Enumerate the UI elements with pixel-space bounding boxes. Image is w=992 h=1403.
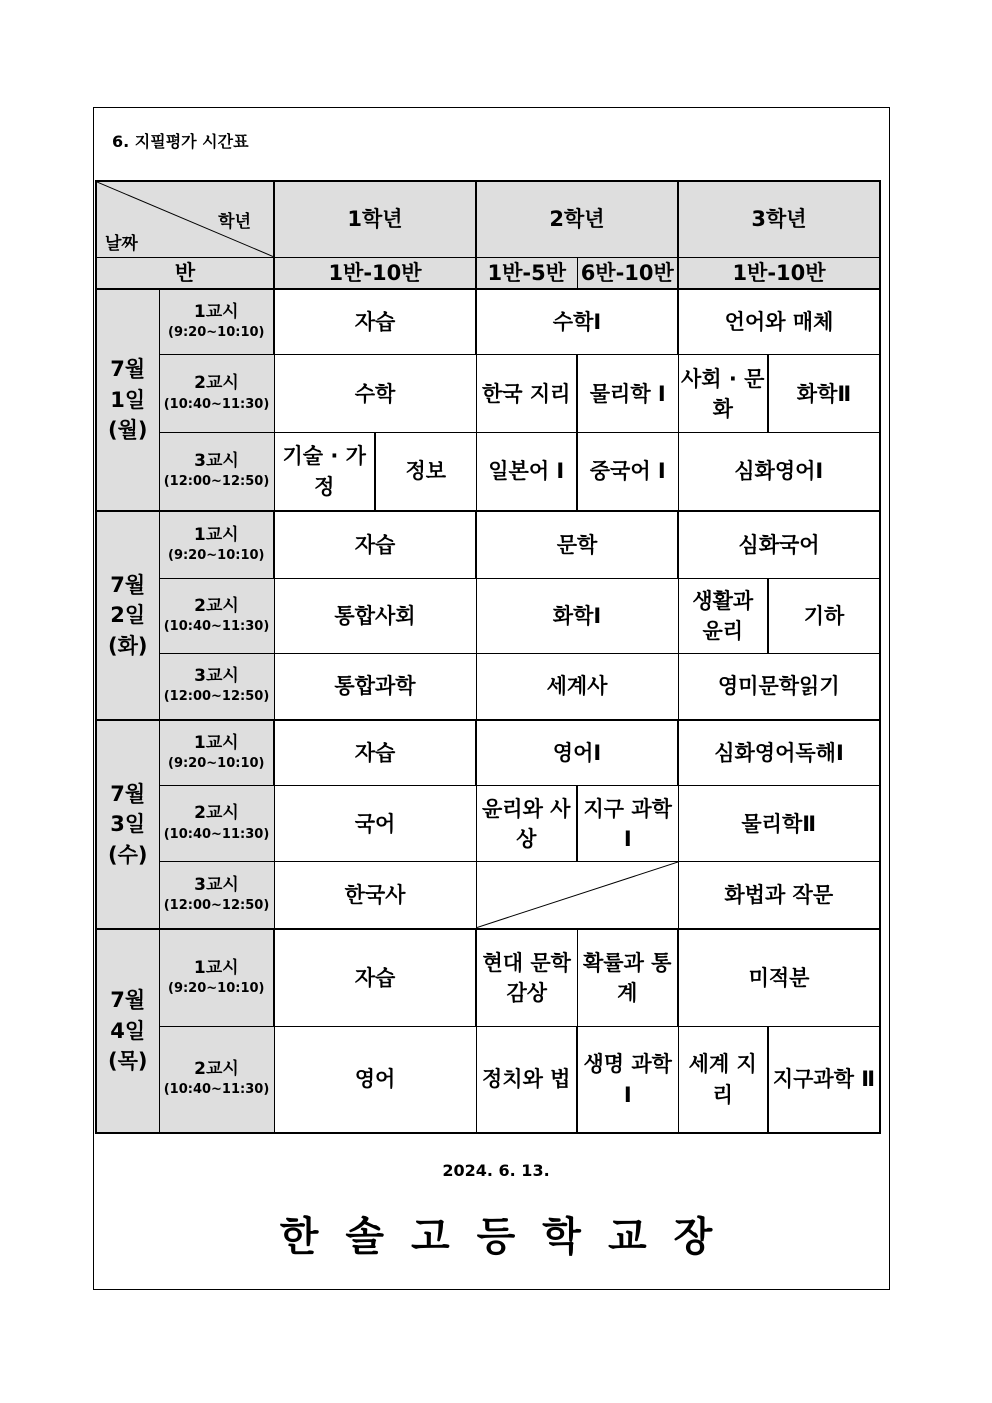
exam-subject: 심화영어독해Ⅰ: [678, 720, 880, 786]
school-principal-signature: 한솔고등학교장: [279, 1214, 740, 1260]
no-exam-cell: [476, 862, 678, 929]
date-axis-label: 날짜: [105, 233, 138, 254]
period-cell: 3교시 (12:00~12:50): [159, 433, 274, 511]
exam-subject: 중국어 Ⅰ: [577, 433, 678, 511]
date-cell-day1: 7월 1일 (월): [96, 289, 159, 511]
exam-subject: 일본어 Ⅰ: [476, 433, 577, 511]
grade-1-header: 1학년: [274, 181, 476, 257]
exam-subject: 미적분: [678, 929, 880, 1027]
corner-header: [96, 181, 274, 257]
exam-subject: 수학Ⅰ: [476, 289, 678, 355]
grade-3-header: 3학년: [678, 181, 880, 257]
exam-subject: 심화국어: [678, 511, 880, 579]
exam-subject: 영어: [274, 1027, 476, 1133]
exam-subject: 영미문학읽기: [678, 654, 880, 720]
exam-subject: 한국사: [274, 862, 476, 929]
exam-subject: 한국 지리: [476, 355, 577, 433]
period-cell: 1교시 (9:20~10:10): [159, 511, 274, 579]
exam-subject: 사회 · 문화: [678, 355, 768, 433]
exam-subject: 자습: [274, 720, 476, 786]
date-cell-day4: 7월 4일 (목): [96, 929, 159, 1133]
exam-subject: 지구 과학Ⅰ: [577, 786, 678, 862]
period-cell: 1교시 (9:20~10:10): [159, 720, 274, 786]
exam-subject: 기하: [768, 579, 880, 654]
exam-subject: 통합과학: [274, 654, 476, 720]
exam-subject: 세계 지리: [678, 1027, 768, 1133]
date-cell-day2: 7월 2일 (화): [96, 511, 159, 720]
grade-axis-label: 학년: [218, 212, 251, 232]
exam-subject: 윤리와 사상: [476, 786, 577, 862]
no-exam-diagonal: [477, 862, 678, 928]
exam-subject: 영어Ⅰ: [476, 720, 678, 786]
grade-1-ban: 1반-10반: [274, 257, 476, 289]
exam-subject: 생명 과학Ⅰ: [577, 1027, 678, 1133]
exam-subject: 화법과 작문: [678, 862, 880, 929]
exam-timetable: [95, 180, 881, 1134]
exam-subject: 지구과학 Ⅱ: [768, 1027, 880, 1133]
grade-2-ban-a: 1반-5반: [476, 257, 577, 289]
exam-subject: 기술 · 가정: [274, 433, 375, 511]
exam-subject: 세계사: [476, 654, 678, 720]
period-cell: 1교시 (9:20~10:10): [159, 289, 274, 355]
period-cell: 2교시 (10:40~11:30): [159, 355, 274, 433]
period-cell: 1교시 (9:20~10:10): [159, 929, 274, 1027]
exam-subject: 언어와 매체: [678, 289, 880, 355]
exam-subject: 화학Ⅱ: [768, 355, 880, 433]
date-cell-day3: 7월 3일 (수): [96, 720, 159, 929]
exam-subject: 물리학 Ⅰ: [577, 355, 678, 433]
grade-3-ban: 1반-10반: [678, 257, 880, 289]
exam-subject: 국어: [274, 786, 476, 862]
exam-subject: 확률과 통계: [577, 929, 678, 1027]
period-cell: 3교시 (12:00~12:50): [159, 862, 274, 929]
exam-subject: 수학: [274, 355, 476, 433]
exam-subject: 자습: [274, 289, 476, 355]
grade-2-header: 2학년: [476, 181, 678, 257]
issue-date: 2024. 6. 13.: [442, 1161, 550, 1180]
exam-subject: 정치와 법: [476, 1027, 577, 1133]
exam-subject: 심화영어Ⅰ: [678, 433, 880, 511]
exam-subject: 통합사회: [274, 579, 476, 654]
exam-subject: 물리학Ⅱ: [678, 786, 880, 862]
exam-subject: 정보: [375, 433, 476, 511]
period-cell: 2교시 (10:40~11:30): [159, 786, 274, 862]
exam-subject: 문학: [476, 511, 678, 579]
grade-2-ban-b: 6반-10반: [577, 257, 678, 289]
exam-subject: 생활과 윤리: [678, 579, 768, 654]
exam-subject: 자습: [274, 929, 476, 1027]
exam-subject: 현대 문학 감상: [476, 929, 577, 1027]
period-cell: 2교시 (10:40~11:30): [159, 579, 274, 654]
ban-label: 반: [96, 257, 274, 289]
exam-subject: 자습: [274, 511, 476, 579]
period-cell: 3교시 (12:00~12:50): [159, 654, 274, 720]
period-cell: 2교시 (10:40~11:30): [159, 1027, 274, 1133]
exam-subject: 화학Ⅰ: [476, 579, 678, 654]
doc-title: 6. 지필평가 시간표: [112, 132, 249, 151]
